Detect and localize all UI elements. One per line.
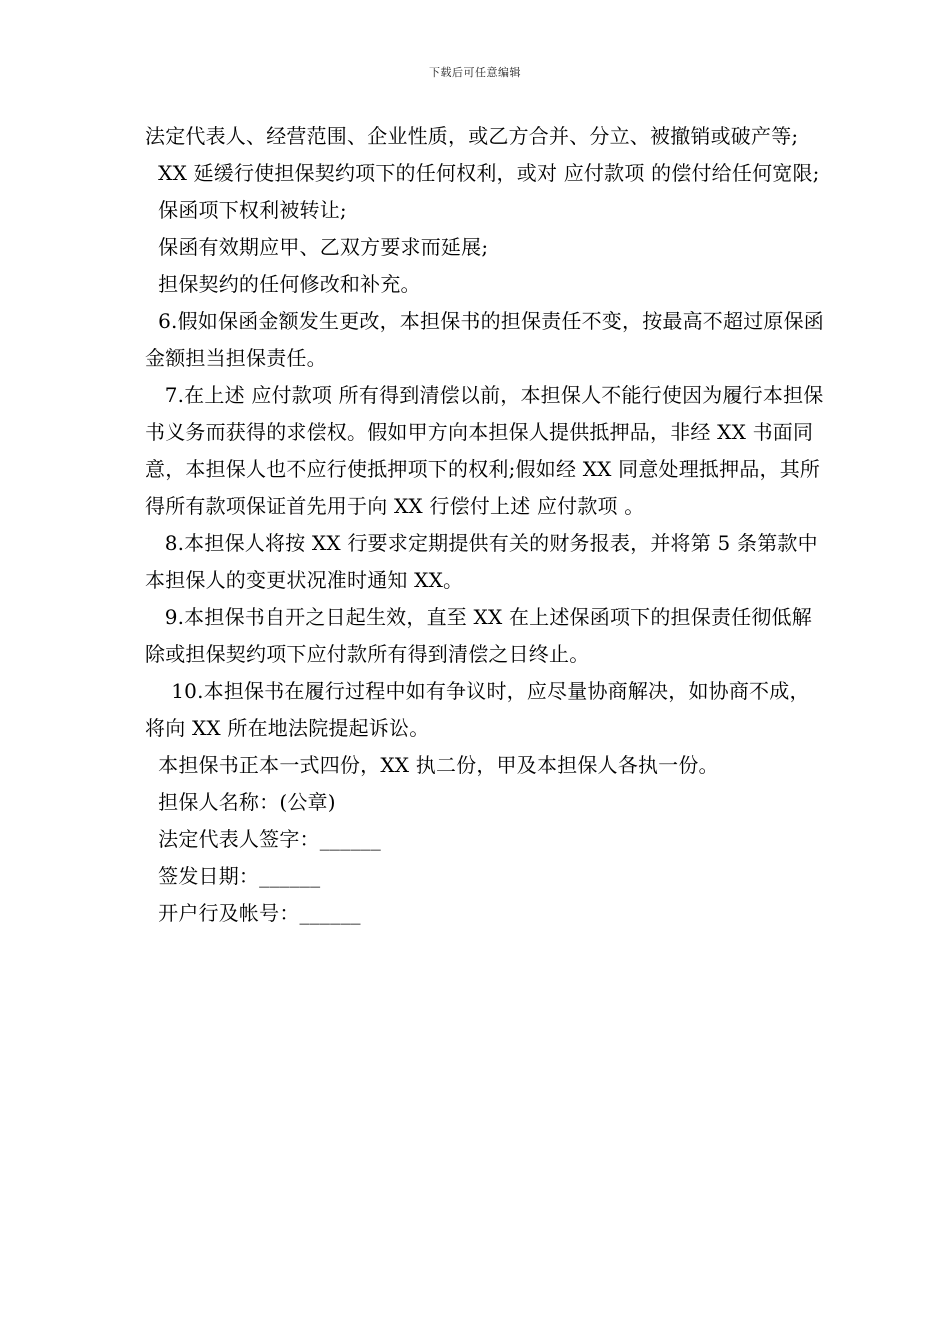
page-header: 下载后可任意编辑 [429, 66, 521, 79]
clause-9: 9.本担保书自开之日起生效，直至 XX 在上述保函项下的担保责任彻低解除或担保契约项下应付款所有得到清偿之日终止。 [145, 605, 812, 666]
bank-account-line: 开户行及帐号：______ [145, 901, 361, 925]
guarantor-name-line: 担保人名称：(公章) [145, 790, 336, 814]
issue-date-line: 签发日期：______ [145, 864, 321, 888]
copies-statement: 本担保书正本一式四份，XX 执二份，甲及本担保人各执一份。 [145, 753, 719, 777]
paragraph-transfer: 保函项下权利被转让; [145, 198, 347, 222]
clause-7: 7.在上述 应付款项 所有得到清偿以前，本担保人不能行使因为履行本担保书义务而获得的求偿权。假如甲方向本担保人提供抵押品，非经 XX 书面同意，本担保人也不应行使抵押项下的权利;假如经 XX 同意处理抵押品，其所得所有款项保证首先用于向 XX 行偿付上述 应付款项 。 [145, 383, 824, 518]
clause-10: 10.本担保书在履行过程中如有争议时，应尽量协商解决，如协商不成，将向 XX 所在地法院提起诉讼。 [145, 679, 810, 740]
paragraph-legal-changes: 法定代表人、经营范围、企业性质，或乙方合并、分立、被撤销或破产等; [145, 124, 799, 148]
paragraph-amendment: 担保契约的任何修改和补充。 [145, 272, 421, 296]
clause-8: 8.本担保人将按 XX 行要求定期提供有关的财务报表，并将第 5 条第款中本担保人的变更状况准时通知 XX。 [145, 531, 818, 592]
paragraph-extension: 保函有效期应甲、乙双方要求而延展; [145, 235, 489, 259]
document-body [145, 118, 825, 932]
paragraph-deferral: XX 延缓行使担保契约项下的任何权利，或对 应付款项 的偿付给任何宽限; [145, 161, 820, 185]
clause-6: 6.假如保函金额发生更改，本担保书的担保责任不变，按最高不超过原保函金额担当担保责任。 [145, 309, 825, 370]
legal-rep-signature-line: 法定代表人签字：______ [145, 827, 381, 851]
